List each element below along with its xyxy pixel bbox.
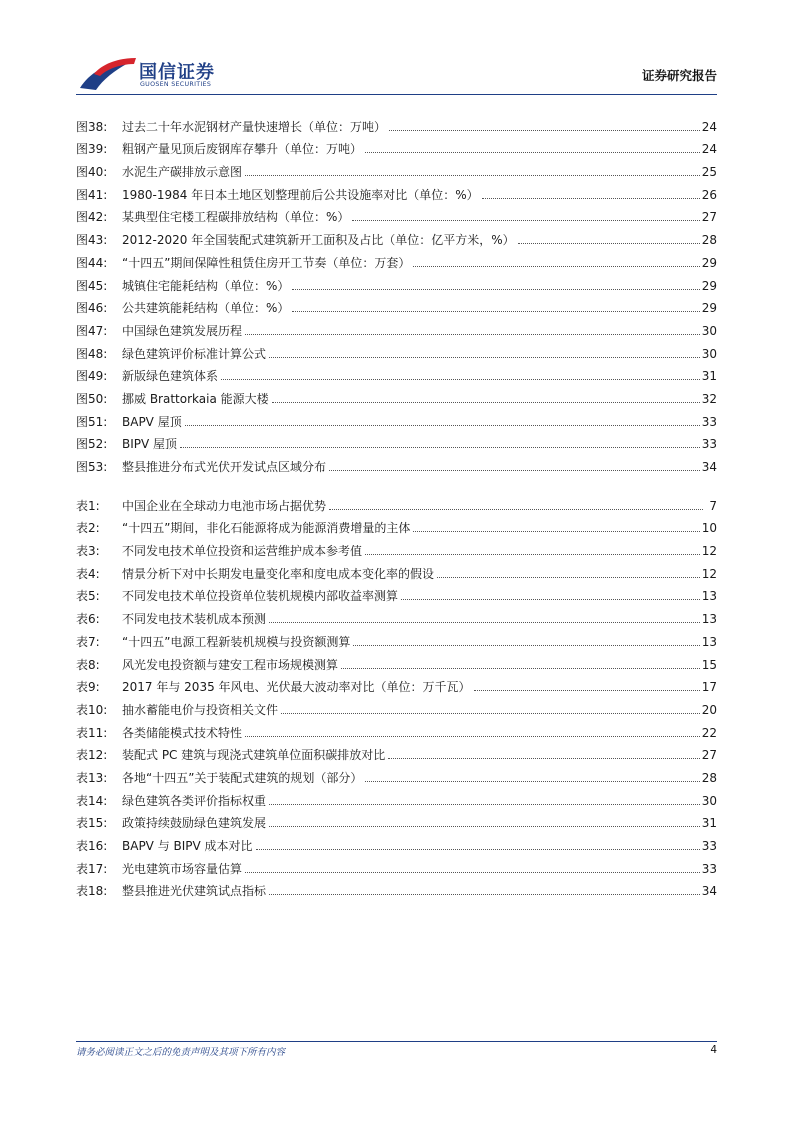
- table-toc-entry-title[interactable]: 不同发电技术装机成本预测: [122, 612, 267, 627]
- dot-leader: [269, 825, 700, 827]
- dot-leader: [245, 174, 700, 176]
- figure-toc-entry[interactable]: [76, 294, 717, 317]
- dot-leader: [245, 333, 700, 335]
- figure-toc-entry-title[interactable]: 公共建筑能耗结构（单位：%）: [122, 301, 290, 316]
- table-toc-entry-page: 7: [709, 498, 717, 513]
- table-toc-entry-page: 34: [701, 884, 717, 899]
- figure-toc-entry-page: 26: [701, 187, 717, 202]
- figure-toc-entry-number: 图40:: [76, 165, 108, 180]
- table-toc-entry-page: 13: [701, 634, 717, 649]
- figure-toc-entry[interactable]: [76, 316, 717, 339]
- figure-toc-entry-title[interactable]: 绿色建筑评价标准计算公式: [122, 346, 267, 361]
- figure-toc-entry[interactable]: [76, 407, 717, 430]
- figure-toc-entry[interactable]: [76, 362, 717, 385]
- dot-leader: [388, 757, 699, 759]
- figure-toc-entry-number: 图48:: [76, 346, 108, 361]
- table-toc-entry-page: 31: [701, 816, 717, 831]
- dot-leader: [482, 197, 700, 199]
- dot-leader: [437, 576, 700, 578]
- figure-toc-entry[interactable]: [76, 384, 717, 407]
- dot-leader: [474, 689, 700, 691]
- figure-toc-entry-number: 图41:: [76, 187, 108, 202]
- table-list: [76, 491, 717, 899]
- figure-toc-entry-title[interactable]: BAPV 屋顶: [122, 414, 182, 429]
- figure-toc-entry-page: 29: [701, 278, 717, 293]
- figure-toc-entry-number: 图53:: [76, 460, 108, 474]
- table-toc-entry-number: 表15:: [76, 816, 108, 831]
- figure-toc-entry[interactable]: [76, 225, 717, 248]
- table-toc-entry[interactable]: [76, 673, 717, 696]
- dot-leader: [413, 265, 699, 267]
- figure-toc-entry-page: 30: [701, 323, 717, 338]
- figure-toc-entry-page: 34: [701, 460, 717, 474]
- table-toc-entry[interactable]: [76, 491, 717, 514]
- dot-leader: [413, 530, 699, 532]
- table-toc-entry-number: 表4:: [76, 566, 100, 581]
- figure-toc-entry-title[interactable]: 城镇住宅能耗结构（单位：%）: [122, 278, 290, 293]
- dot-leader: [292, 310, 699, 312]
- dot-leader: [352, 219, 699, 221]
- dot-leader: [353, 644, 699, 646]
- dot-leader: [365, 151, 700, 153]
- table-toc-entry[interactable]: [76, 718, 717, 741]
- table-toc-entry-page: 15: [701, 657, 717, 672]
- table-toc-entry-number: 表11:: [76, 725, 108, 740]
- table-toc-entry-title[interactable]: “十四五”期间，非化石能源将成为能源消费增量的主体: [122, 521, 411, 536]
- dot-leader: [269, 356, 700, 358]
- figure-toc-entry-title[interactable]: 某典型住宅楼工程碳排放结构（单位：%）: [122, 210, 350, 225]
- dot-leader: [245, 871, 700, 873]
- dot-leader: [292, 288, 699, 290]
- figure-toc-entry-number: 图47:: [76, 323, 108, 338]
- figure-toc-entry-number: 图45:: [76, 278, 108, 293]
- table-toc-entry-page: 13: [701, 589, 717, 604]
- figure-toc-entry[interactable]: [76, 339, 717, 362]
- table-toc-entry[interactable]: [76, 809, 717, 832]
- figure-toc-entry[interactable]: [76, 248, 717, 271]
- table-toc-entry-page: 20: [701, 702, 717, 717]
- figure-toc-entry-page: 33: [701, 414, 717, 429]
- figure-toc-entry-page: 31: [701, 369, 717, 384]
- figure-toc-entry-page: 29: [701, 255, 717, 270]
- table-toc-entry-page: 22: [701, 725, 717, 740]
- table-toc-entry-number: 表12:: [76, 748, 108, 763]
- figure-toc-entry-title[interactable]: BIPV 屋顶: [122, 437, 178, 452]
- figure-toc-entry-page: 27: [701, 210, 717, 225]
- dot-leader: [221, 378, 700, 380]
- disclaimer-text: 请务必阅读正文之后的免责声明及其项下所有内容: [76, 1047, 286, 1058]
- dot-leader: [272, 401, 700, 403]
- table-toc-entry-title[interactable]: BAPV 与 BIPV 成本对比: [122, 839, 253, 853]
- dot-leader: [269, 621, 700, 623]
- table-toc-entry[interactable]: [76, 604, 717, 627]
- dot-leader: [365, 553, 700, 555]
- figure-toc-entry-page: 30: [701, 346, 717, 361]
- table-toc-entry-title[interactable]: 不同发电技术单位投资和运营维护成本参考值: [122, 544, 363, 559]
- figure-toc-entry[interactable]: [76, 430, 717, 453]
- figure-toc-entry-title[interactable]: “十四五”期间保障性租赁住房开工节奏（单位：万套）: [122, 255, 411, 270]
- table-toc-entry-title[interactable]: 抽水蓄能电价与投资相关文件: [122, 702, 279, 717]
- figure-toc-entry[interactable]: [76, 112, 717, 135]
- figure-toc-entry-title[interactable]: 过去二十年水泥钢材产量快速增长（单位：万吨）: [122, 119, 387, 134]
- figure-toc-entry-number: 图52:: [76, 437, 108, 452]
- figure-toc-entry-page: 33: [701, 437, 717, 452]
- table-toc-entry[interactable]: [76, 877, 717, 900]
- table-toc-entry-number: 表5:: [76, 589, 100, 604]
- dot-leader: [329, 508, 703, 510]
- dot-leader: [401, 598, 700, 600]
- table-toc-entry-number: 表14:: [76, 793, 108, 808]
- figure-toc-entry-number: 图50:: [76, 391, 108, 406]
- page-header: [0, 0, 793, 95]
- brand-name-english: GUOSEN SECURITIES: [140, 81, 212, 88]
- table-toc-entry-number: 表1:: [76, 498, 100, 513]
- table-toc-entry-title[interactable]: 各地“十四五”关于装配式建筑的规划（部分）: [122, 770, 363, 785]
- table-toc-entry[interactable]: [76, 650, 717, 673]
- figure-toc-entry[interactable]: [76, 157, 717, 180]
- dot-leader: [185, 424, 700, 426]
- figure-toc-entry-page: 24: [701, 142, 717, 157]
- table-toc-entry-number: 表8:: [76, 657, 100, 672]
- figure-toc-entry[interactable]: [76, 135, 717, 158]
- figure-toc-entry[interactable]: [76, 203, 717, 226]
- figure-toc-entry-number: 图49:: [76, 369, 108, 384]
- table-toc-entry-page: 27: [701, 748, 717, 763]
- table-toc-entry-title[interactable]: 整县推进光伏建筑试点指标: [122, 884, 267, 899]
- figure-toc-entry-page: 28: [701, 233, 717, 248]
- figure-toc-entry-title[interactable]: 2012-2020 年全国装配式建筑新开工面积及占比（单位：亿平方米，%）: [122, 233, 515, 248]
- footer-divider: [76, 1041, 717, 1042]
- figure-toc-entry-title[interactable]: 粗钢产量见顶后废钢库存攀升（单位：万吨）: [122, 142, 363, 157]
- figure-toc-entry-number: 图43:: [76, 233, 108, 248]
- figure-toc-entry-title[interactable]: 新版绿色建筑体系: [122, 369, 219, 384]
- table-toc-entry-number: 表18:: [76, 884, 108, 899]
- dot-leader: [329, 469, 700, 471]
- figure-toc-entry-title[interactable]: 中国绿色建筑发展历程: [122, 323, 243, 338]
- table-toc-entry[interactable]: [76, 741, 717, 764]
- figure-toc-entry-title[interactable]: 整县推进分布式光伏开发试点区域分布: [122, 460, 327, 474]
- table-toc-entry-page: 12: [701, 544, 717, 559]
- table-toc-entry-page: 12: [701, 566, 717, 581]
- figure-toc-entry[interactable]: [76, 452, 717, 475]
- table-toc-entry-title[interactable]: 政策持续鼓励绿色建筑发展: [122, 816, 267, 831]
- table-toc-entry[interactable]: [76, 582, 717, 605]
- table-toc-entry-page: 30: [701, 793, 717, 808]
- figure-toc-entry-number: 图44:: [76, 255, 108, 270]
- table-toc-entry[interactable]: [76, 786, 717, 809]
- dot-leader: [256, 848, 700, 850]
- page-number: 4: [710, 1044, 717, 1056]
- table-toc-entry-page: 13: [701, 612, 717, 627]
- figure-toc-entry-title[interactable]: 1980-1984 年日本土地区划整理前后公共设施率对比（单位：%）: [122, 187, 479, 202]
- table-toc-entry[interactable]: [76, 763, 717, 786]
- table-toc-entry-number: 表10:: [76, 702, 108, 717]
- figure-toc-entry-number: 图46:: [76, 301, 108, 316]
- dot-leader: [389, 129, 700, 131]
- table-toc-entry-title[interactable]: 各类储能模式技术特性: [122, 725, 243, 740]
- table-toc-entry-title[interactable]: 情景分析下对中长期发电量变化率和度电成本变化率的假设: [122, 566, 435, 581]
- figure-toc-entry-number: 图42:: [76, 210, 108, 225]
- table-toc-entry[interactable]: [76, 695, 717, 718]
- table-toc-entry-page: 33: [701, 839, 717, 853]
- table-toc-entry[interactable]: [76, 627, 717, 650]
- table-toc-entry-title[interactable]: “十四五”电源工程新装机规模与投资额测算: [122, 634, 351, 649]
- table-toc-entry-number: 表9:: [76, 680, 100, 695]
- table-toc-entry-number: 表17:: [76, 861, 108, 876]
- dot-leader: [245, 735, 700, 737]
- dot-leader: [341, 667, 700, 669]
- figure-toc-entry[interactable]: [76, 271, 717, 294]
- table-toc-entry-number: 表16:: [76, 839, 108, 853]
- dot-leader: [180, 446, 700, 448]
- header-divider: [76, 94, 717, 95]
- figure-toc-entry-page: 24: [701, 119, 717, 134]
- table-toc-entry-title[interactable]: 光电建筑市场容量估算: [122, 861, 243, 876]
- table-toc-entry-number: 表13:: [76, 770, 108, 785]
- table-toc-entry-page: 28: [701, 770, 717, 785]
- figure-toc-entry-page: 29: [701, 301, 717, 316]
- table-toc-entry[interactable]: [76, 514, 717, 537]
- table-toc-entry[interactable]: [76, 536, 717, 559]
- table-toc-entry-page: 10: [701, 521, 717, 536]
- dot-leader: [269, 893, 700, 895]
- figure-toc-entry-number: 图51:: [76, 414, 108, 429]
- table-toc-entry-number: 表7:: [76, 634, 100, 649]
- table-toc-entry-title[interactable]: 绿色建筑各类评价指标权重: [122, 793, 267, 808]
- figure-toc-entry-page: 25: [701, 165, 717, 180]
- table-toc-entry-title[interactable]: 装配式 PC 建筑与现浇式建筑单位面积碳排放对比: [122, 748, 386, 763]
- dot-leader: [269, 803, 700, 805]
- figure-toc-entry-number: 图38:: [76, 119, 108, 134]
- table-toc-entry[interactable]: [76, 854, 717, 877]
- table-toc-entry-title[interactable]: 中国企业在全球动力电池市场占据优势: [122, 498, 327, 513]
- brand-name: 国信证券: [139, 62, 215, 83]
- figure-toc-entry-number: 图39:: [76, 142, 108, 157]
- table-toc-entry-page: 17: [701, 680, 717, 695]
- table-toc-entry-title[interactable]: 2017 年与 2035 年风电、光伏最大波动率对比（单位：万千瓦）: [122, 680, 471, 695]
- figure-toc-entry-page: 32: [701, 391, 717, 406]
- figure-list: [76, 112, 717, 475]
- figure-toc-entry[interactable]: [76, 180, 717, 203]
- table-toc-entry-number: 表3:: [76, 544, 100, 559]
- table-toc-entry-title[interactable]: 风光发电投资额与建安工程市场规模测算: [122, 657, 339, 672]
- guosen-logo-icon: [78, 54, 138, 94]
- table-toc-entry-number: 表6:: [76, 612, 100, 627]
- table-toc-entry-number: 表2:: [76, 521, 100, 536]
- figure-toc-entry-title[interactable]: 水泥生产碳排放示意图: [122, 165, 243, 180]
- figure-toc-entry-title[interactable]: 挪威 Brattorkaia 能源大楼: [122, 391, 269, 406]
- table-toc-entry[interactable]: [76, 559, 717, 582]
- table-toc-entry-title[interactable]: 不同发电技术单位投资单位装机规模内部收益率测算: [122, 589, 399, 604]
- dot-leader: [281, 712, 700, 714]
- dot-leader: [518, 242, 700, 244]
- dot-leader: [365, 780, 699, 782]
- report-type-label: 证券研究报告: [641, 68, 717, 83]
- table-toc-entry[interactable]: [76, 831, 717, 854]
- table-toc-entry-page: 33: [701, 861, 717, 876]
